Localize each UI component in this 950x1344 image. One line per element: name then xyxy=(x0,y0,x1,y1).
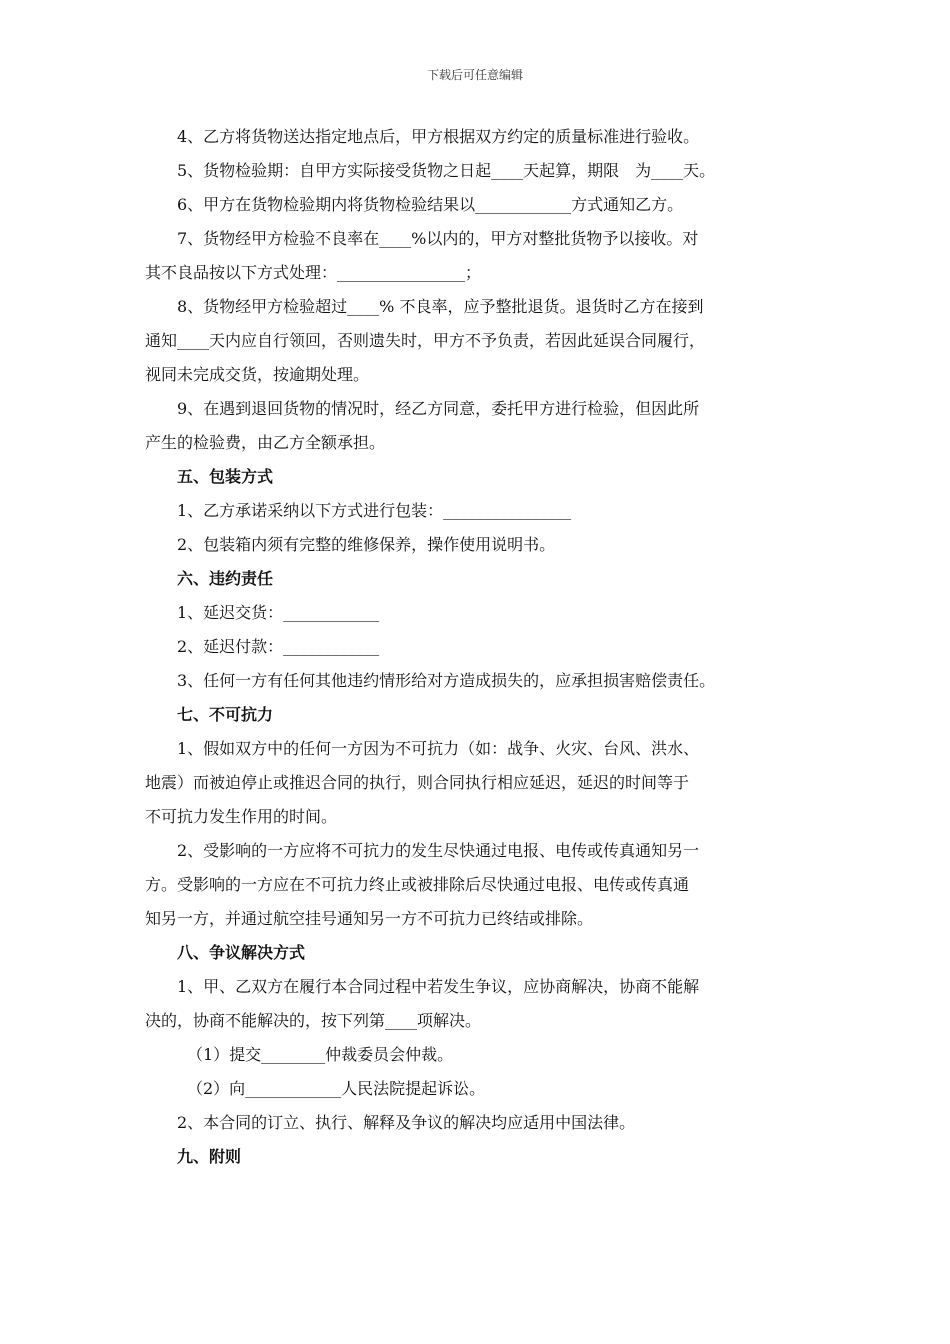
paragraph-line: （1）提交________仲裁委员会仲裁。 xyxy=(187,1045,454,1064)
section-heading: 八、争议解决方式 xyxy=(177,943,306,962)
paragraph-line: 地震）而被迫停止或推迟合同的执行，则合同执行相应延迟，延迟的时间等于 xyxy=(145,773,690,792)
paragraph-line: 4、乙方将货物送达指定地点后，甲方根据双方约定的质量标准进行验收。 xyxy=(177,127,700,146)
paragraph-line: 1、假如双方中的任何一方因为不可抗力（如：战争、火灾、台风、洪水、 xyxy=(177,739,700,758)
section-heading: 九、附则 xyxy=(177,1147,242,1166)
paragraph-line: 通知____天内应自行领回，否则遗失时，甲方不予负责，若因此延误合同履行， xyxy=(145,331,706,350)
paragraph-line: 1、延迟交货：____________ xyxy=(177,603,380,622)
paragraph-line: （2）向____________人民法院提起诉讼。 xyxy=(187,1079,486,1098)
section-heading: 五、包装方式 xyxy=(177,467,274,486)
paragraph-line: 不可抗力发生作用的时间。 xyxy=(145,807,338,826)
paragraph-line: 1、乙方承诺采纳以下方式进行包装：________________ xyxy=(177,501,572,520)
paragraph-line: 视同未完成交货，按逾期处理。 xyxy=(145,365,370,384)
paragraph-line: 8、货物经甲方检验超过____% 不良率，应予整批退货。退货时乙方在接到 xyxy=(177,297,704,316)
paragraph-line: 9、在遇到退回货物的情况时，经乙方同意，委托甲方进行检验，但因此所 xyxy=(177,399,700,418)
paragraph-line: 5、货物检验期：自甲方实际接受货物之日起____天起算，期限 为____天。 xyxy=(177,161,716,180)
paragraph-line: 2、本合同的订立、执行、解释及争议的解决均应适用中国法律。 xyxy=(177,1113,636,1132)
paragraph-line: 7、货物经甲方检验不良率在____%以内的，甲方对整批货物予以接收。对 xyxy=(177,229,699,248)
paragraph-line: 3、任何一方有任何其他违约情形给对方造成损失的，应承担损害赔偿责任。 xyxy=(177,671,716,690)
paragraph-line: 方。受影响的一方应在不可抗力终止或被排除后尽快通过电报、电传或传真通 xyxy=(145,875,690,894)
paragraph-line: 产生的检验费，由乙方全额承担。 xyxy=(145,433,386,452)
paragraph-line: 1、甲、乙双方在履行本合同过程中若发生争议，应协商解决，协商不能解 xyxy=(177,977,700,996)
paragraph-line: 2、包装箱内须有完整的维修保养，操作使用说明书。 xyxy=(177,535,556,554)
paragraph-line: 2、受影响的一方应将不可抗力的发生尽快通过电报、电传或传真通知另一 xyxy=(177,841,700,860)
paragraph-line: 知另一方，并通过航空挂号通知另一方不可抗力已终结或排除。 xyxy=(145,909,594,928)
section-heading: 六、违约责任 xyxy=(177,569,274,588)
paragraph-line: 6、甲方在货物检验期内将货物检验结果以____________方式通知乙方。 xyxy=(177,195,684,214)
page-header: 下载后可任意编辑 xyxy=(426,68,523,82)
paragraph-line: 2、延迟付款：____________ xyxy=(177,637,380,656)
paragraph-line: 决的，协商不能解决的，按下列第____项解决。 xyxy=(145,1011,482,1030)
document-body xyxy=(145,124,825,1178)
section-heading: 七、不可抗力 xyxy=(177,705,274,724)
paragraph-line: 其不良品按以下方式处理：________________； xyxy=(145,263,482,282)
